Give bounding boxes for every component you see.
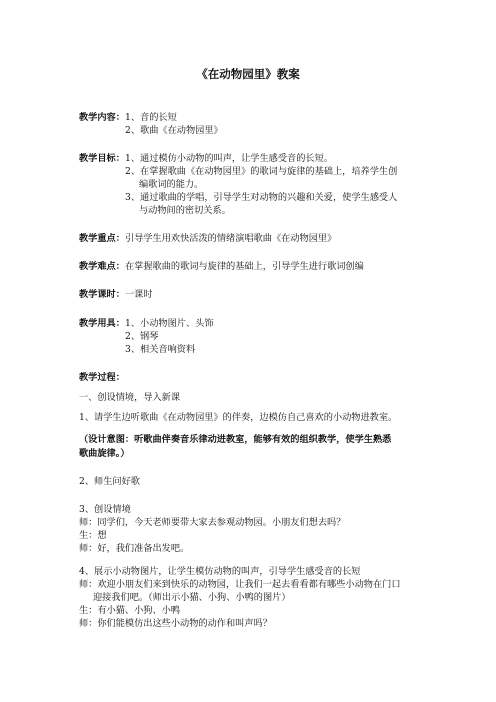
goal-item: 1、通过模仿小动物的叫声，让学生感受音的长短。 [125, 153, 333, 164]
goal-item: 与动物间的密切关系。 [139, 205, 231, 216]
dialog-line: 生：有小猫、小狗、小鸭 [79, 605, 181, 616]
tool-item: 2、钢琴 [125, 331, 159, 342]
process-label: 教学过程： [79, 372, 125, 383]
dialog-line: 师：好，我们准备出发吧。 [79, 543, 190, 554]
tool-item: 3、相关音响资料 [125, 344, 196, 355]
goal-item: 3、通过歌曲的学唱，引导学生对动物的兴趣和关爱，使学生感受人 [125, 192, 398, 203]
dialog-line: 师：欢迎小朋友们来到快乐的动物园，让我们一起去看看都有哪些小动物在门口 [79, 579, 401, 590]
goals-label: 教学目标： [79, 153, 125, 164]
content-label: 教学内容： [79, 112, 125, 123]
design-note: 歌曲旋律。） [79, 448, 130, 459]
hours-label: 教学课时： [79, 289, 125, 300]
content-item: 2、歌曲《在动物园里》 [125, 125, 223, 136]
dialog-line: 生：想 [79, 530, 107, 541]
document-title: 《在动物园里》教案 [196, 67, 300, 81]
goal-item: 2、在掌握歌曲《在动物园里》的歌词与旋律的基础上，培养学生创 [125, 166, 398, 177]
hours-text: 一课时 [125, 289, 153, 300]
key-point-text: 引导学生用欢快活泼的情绪演唱歌曲《在动物园里》 [125, 233, 337, 244]
step-4: 4、展示小动物图片，让学生模仿动物的叫声，引导学生感受音的长短 [79, 566, 361, 577]
step-2: 2、师生问好歌 [79, 476, 140, 487]
step-1: 1、请学生边听歌曲《在动物园里》的伴奏，边模仿自己喜欢的小动物进教室。 [79, 412, 398, 423]
difficulty-label: 教学难点： [79, 261, 125, 272]
difficulty-text: 在掌握歌曲的歌词与旋律的基础上，引导学生进行歌词创编 [125, 261, 364, 272]
step-3: 3、创设情境 [79, 504, 131, 515]
tools-label: 教学用具： [79, 318, 125, 329]
dialog-line: 迎接我们吧。（师出示小猫、小狗、小鸭的图片） [93, 592, 291, 603]
dialog-line: 师：同学们，今天老师要带大家去参观动物园。小朋友们想去吗？ [79, 517, 346, 528]
dialog-line: 师：你们能模仿出这些小动物的动作和叫声吗？ [79, 618, 272, 629]
section-heading: 一、创设情境，导入新课 [79, 392, 181, 403]
goal-item: 编歌词的能力。 [139, 179, 204, 190]
content-item: 1、音的长短 [125, 112, 177, 123]
design-note: （设计意图：听歌曲伴奏音乐律动进教室，能够有效的组织教学，使学生熟悉 [79, 434, 392, 445]
key-point-label: 教学重点： [79, 233, 125, 244]
tool-item: 1、小动物图片、头饰 [125, 318, 214, 329]
